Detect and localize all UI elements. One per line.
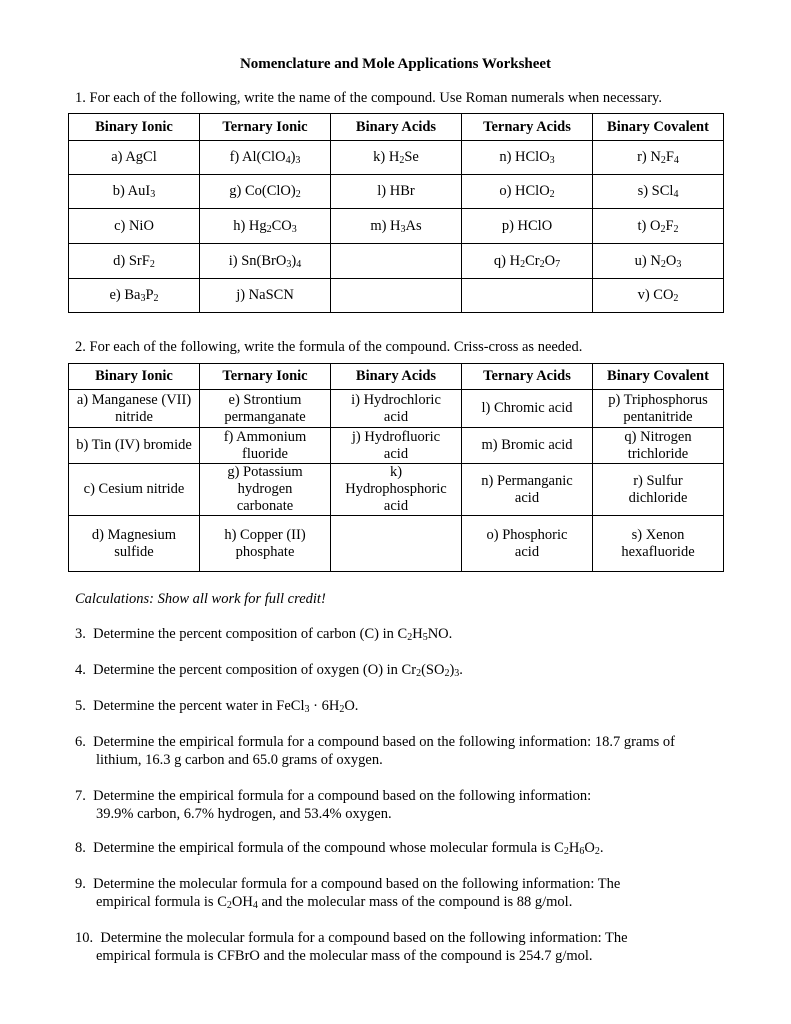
- table-cell: e) Strontium permanganate: [200, 390, 331, 428]
- table-row: [69, 175, 724, 209]
- table-cell: [331, 516, 462, 572]
- question-6: [75, 733, 735, 769]
- table-cell: k) Hydrophosphoric acid: [331, 464, 462, 516]
- table-cell: [462, 279, 593, 313]
- table-row: [69, 516, 724, 572]
- question-line-continued: empirical formula is $C_2OH_4$ and the molecular mass of the compound is 88 g/mol.: [96, 894, 573, 911]
- question-4: [75, 661, 735, 679]
- table-cell: b) Tin (IV) bromide: [69, 428, 200, 464]
- table-cell: n) Permanganic acid: [462, 464, 593, 516]
- table-row: [69, 209, 724, 244]
- table-cell: p) HClO: [462, 209, 593, 244]
- table-cell: o) Phosphoric acid: [462, 516, 593, 572]
- question-3: [75, 625, 735, 643]
- table-cell: r) $N_2F_4$: [593, 141, 724, 175]
- table-header-row: [69, 364, 724, 390]
- table-cell: [331, 279, 462, 313]
- question-line: 6. Determine the empirical formula for a compound based on the following information: 18.7 grams of: [75, 734, 675, 750]
- worksheet-title: Nomenclature and Mole Applications Worksheet: [239, 56, 552, 72]
- table-cell: l) HBr: [331, 175, 462, 209]
- table-cell: i) Hydrochloric acid: [331, 390, 462, 428]
- table-cell: k) $H_2Se$: [331, 141, 462, 175]
- question-line: 8. Determine the empirical formula of the compound whose molecular formula is $C_2H_6O_2$.: [75, 840, 604, 857]
- question-line: 5. Determine the percent water in FeCl$_3$ · $6H_2O$.: [75, 698, 359, 715]
- table-row: [69, 244, 724, 279]
- table-cell: c) NiO: [69, 209, 200, 244]
- header-binary-covalent: Binary Covalent: [593, 114, 724, 141]
- table-cell: h) Copper (II) phosphate: [200, 516, 331, 572]
- table-cell: f) $Al(ClO_4)_3$: [200, 141, 331, 175]
- table-cell: q) $H_2Cr_2O_7$: [462, 244, 593, 279]
- question-line-continued: lithium, 16.3 g carbon and 65.0 grams of oxygen.: [96, 752, 383, 768]
- naming-table-body: [69, 141, 724, 313]
- table-row: [69, 390, 724, 428]
- header-ternary-ionic: Ternary Ionic: [200, 114, 331, 141]
- table-row: [69, 464, 724, 516]
- question-line: 3. Determine the percent composition of carbon (C) in $C_2H_5NO$.: [75, 626, 453, 643]
- table-cell: l) Chromic acid: [462, 390, 593, 428]
- table-cell: q) Nitrogen trichloride: [593, 428, 724, 464]
- table-header-row: [69, 114, 724, 141]
- table-cell: p) Triphosphorus pentanitride: [593, 390, 724, 428]
- question-line: 10. Determine the molecular formula for a compound based on the following information: The: [75, 930, 628, 946]
- table-cell: u) $N_2O_3$: [593, 244, 724, 279]
- table-cell: d) SrF$_2$: [69, 244, 200, 279]
- calculations-note: Calculations: Show all work for full credit!: [75, 591, 326, 607]
- table-cell: n) HClO$_3$: [462, 141, 593, 175]
- table-cell: a) Manganese (VII) nitride: [69, 390, 200, 428]
- table-cell: h) $Hg_2CO_3$: [200, 209, 331, 244]
- question-8: [75, 839, 735, 857]
- table-cell: g) $Co(ClO)_2$: [200, 175, 331, 209]
- question-line-continued: empirical formula is CFBrO and the molecular mass of the compound is 254.7 g/mol.: [96, 948, 593, 964]
- question-line: 7. Determine the empirical formula for a compound based on the following information:: [75, 788, 592, 804]
- question-10: [75, 929, 735, 965]
- table-cell: c) Cesium nitride: [69, 464, 200, 516]
- question-1: 1. For each of the following, write the name of the compound. Use Roman numerals when necessary.: [75, 90, 662, 106]
- naming-table: [68, 113, 724, 313]
- header-ternary-acids: Ternary Acids: [462, 364, 593, 390]
- table-cell: [331, 244, 462, 279]
- header-binary-covalent: Binary Covalent: [593, 364, 724, 390]
- table-cell: m) Bromic acid: [462, 428, 593, 464]
- header-binary-acids: Binary Acids: [331, 364, 462, 390]
- header-ternary-ionic: Ternary Ionic: [200, 364, 331, 390]
- question-5: [75, 697, 735, 715]
- table-cell: b) AuI$_3$: [69, 175, 200, 209]
- question-9: [75, 875, 735, 911]
- table-cell: e) $Ba_3P_2$: [69, 279, 200, 313]
- table-cell: t) $O_2F_2$: [593, 209, 724, 244]
- table-cell: o) HClO$_2$: [462, 175, 593, 209]
- table-cell: f) Ammonium fluoride: [200, 428, 331, 464]
- question-7: [75, 787, 735, 823]
- table-cell: i) $Sn(BrO_3)_4$: [200, 244, 331, 279]
- table-cell: m) $H_3As$: [331, 209, 462, 244]
- table-cell: j) Hydrofluoric acid: [331, 428, 462, 464]
- header-ternary-acids: Ternary Acids: [462, 114, 593, 141]
- table-cell: s) Xenon hexafluoride: [593, 516, 724, 572]
- table-cell: r) Sulfur dichloride: [593, 464, 724, 516]
- question-line: 4. Determine the percent composition of oxygen (O) in $Cr_2(SO_2)_3$.: [75, 662, 463, 679]
- table-cell: j) NaSCN: [200, 279, 331, 313]
- header-binary-ionic: Binary Ionic: [69, 364, 200, 390]
- formula-table: [68, 363, 724, 572]
- formula-table-body: [69, 390, 724, 572]
- question-line-continued: 39.9% carbon, 6.7% hydrogen, and 53.4% oxygen.: [96, 806, 392, 822]
- question-line: 9. Determine the molecular formula for a compound based on the following information: The: [75, 876, 621, 892]
- table-cell: g) Potassium hydrogen carbonate: [200, 464, 331, 516]
- question-2: 2. For each of the following, write the formula of the compound. Criss-cross as needed.: [75, 339, 583, 355]
- table-cell: v) $CO_2$: [593, 279, 724, 313]
- table-cell: d) Magnesium sulfide: [69, 516, 200, 572]
- header-binary-ionic: Binary Ionic: [69, 114, 200, 141]
- header-binary-acids: Binary Acids: [331, 114, 462, 141]
- table-row: [69, 428, 724, 464]
- table-cell: s) SCl$_4$: [593, 175, 724, 209]
- table-row: [69, 279, 724, 313]
- table-cell: a) AgCl: [69, 141, 200, 175]
- table-row: [69, 141, 724, 175]
